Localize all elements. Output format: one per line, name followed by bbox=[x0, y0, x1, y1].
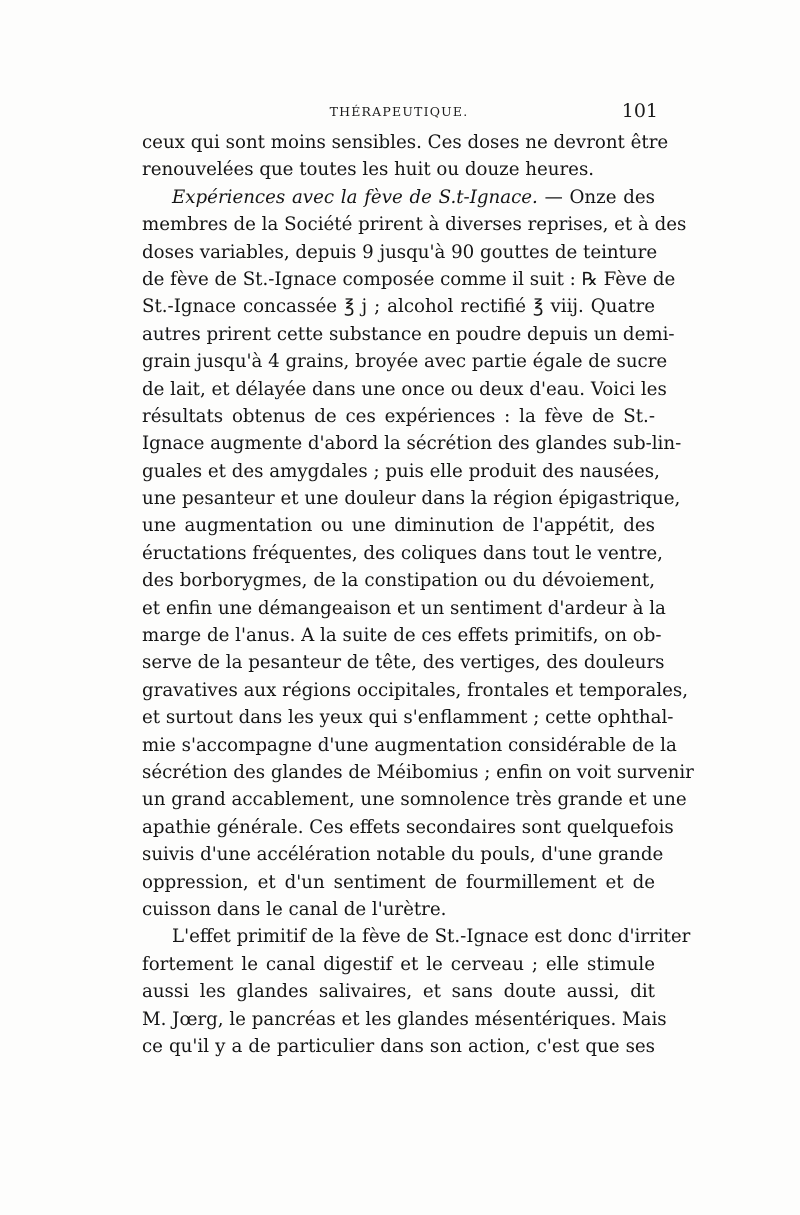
page-number: 101 bbox=[621, 100, 658, 122]
text-line: suivis d'une accélération notable du pouls, d'une grande bbox=[142, 844, 664, 866]
text-line: un grand accablement, une somnolence très grande et une bbox=[142, 789, 687, 811]
text-line: St.-Ignace concassée ℥ j ; alcohol rectifié ℥ viij. Quatre bbox=[142, 296, 655, 318]
text-line: résultats obtenus de ces expériences : la fève de St.- bbox=[142, 405, 655, 427]
body-text bbox=[142, 129, 694, 1060]
text-line: sécrétion des glandes de Méibomius ; enfin on voit survenir bbox=[142, 761, 694, 783]
text-line: guales et des amygdales ; puis elle produit des nausées, bbox=[142, 460, 660, 482]
text-line: autres prirent cette substance en poudre depuis un demi- bbox=[142, 323, 675, 345]
text-line: de lait, et délayée dans une once ou deux d'eau. Voici les bbox=[142, 378, 667, 400]
text-line: des borborygmes, de la constipation ou du dévoiement, bbox=[142, 570, 655, 592]
text-line: oppression, et d'un sentiment de fourmillement et de bbox=[142, 871, 655, 893]
text-line: marge de l'anus. A la suite de ces effets primitifs, on ob- bbox=[142, 625, 662, 647]
text-line: renouvelées que toutes les huit ou douze heures. bbox=[142, 159, 595, 181]
text-line: ce qu'il y a de particulier dans son action, c'est que ses bbox=[142, 1035, 655, 1057]
text-line: et surtout dans les yeux qui s'enflamment ; cette ophthal- bbox=[142, 707, 674, 729]
running-head bbox=[140, 100, 658, 124]
text-line: cuisson dans le canal de l'urètre. bbox=[142, 898, 447, 920]
section-heading-line bbox=[142, 184, 655, 211]
text-line: une augmentation ou une diminution de l'appétit, des bbox=[142, 515, 655, 537]
text-line: grain jusqu'à 4 grains, broyée avec partie égale de sucre bbox=[142, 351, 668, 373]
text-line: — Onze des bbox=[544, 186, 655, 208]
text-line: apathie générale. Ces effets secondaires sont quelquefois bbox=[142, 816, 674, 838]
text-line: doses variables, depuis 9 jusqu'à 90 gouttes de teinture bbox=[142, 241, 658, 263]
text-line: membres de la Société prirent à diverses reprises, et à des bbox=[142, 214, 687, 236]
text-line: mie s'accompagne d'une augmentation considérable de la bbox=[142, 734, 677, 756]
text-line: aussi les glandes salivaires, et sans doute aussi, dit bbox=[142, 981, 655, 1003]
text-line: M. Jœrg, le pancréas et les glandes mésentériques. Mais bbox=[142, 1008, 667, 1030]
text-line: serve de la pesanteur de tête, des vertiges, des douleurs bbox=[142, 652, 665, 674]
section-heading: Expériences avec la fève de S.t-Ignace. bbox=[172, 186, 538, 208]
text-line: éructations fréquentes, des coliques dans tout le ventre, bbox=[142, 542, 663, 564]
text-line: L'effet primitif de la fève de St.-Ignace est donc d'irriter bbox=[172, 926, 691, 948]
text-line: gravatives aux régions occipitales, frontales et temporales, bbox=[142, 679, 689, 701]
running-title: THÉRAPEUTIQUE. bbox=[329, 104, 469, 119]
text-line: de fève de St.-Ignace composée comme il suit : ℞ Fève de bbox=[142, 268, 676, 290]
text-line: Ignace augmente d'abord la sécrétion des glandes sub-lin- bbox=[142, 433, 682, 455]
text-line: et enfin une démangeaison et un sentiment d'ardeur à la bbox=[142, 597, 666, 619]
text-line: ceux qui sont moins sensibles. Ces doses ne devront être bbox=[142, 132, 669, 153]
text-line: une pesanteur et une douleur dans la région épigastrique, bbox=[142, 488, 681, 510]
text-line: fortement le canal digestif et le cerveau ; elle stimule bbox=[142, 953, 655, 975]
